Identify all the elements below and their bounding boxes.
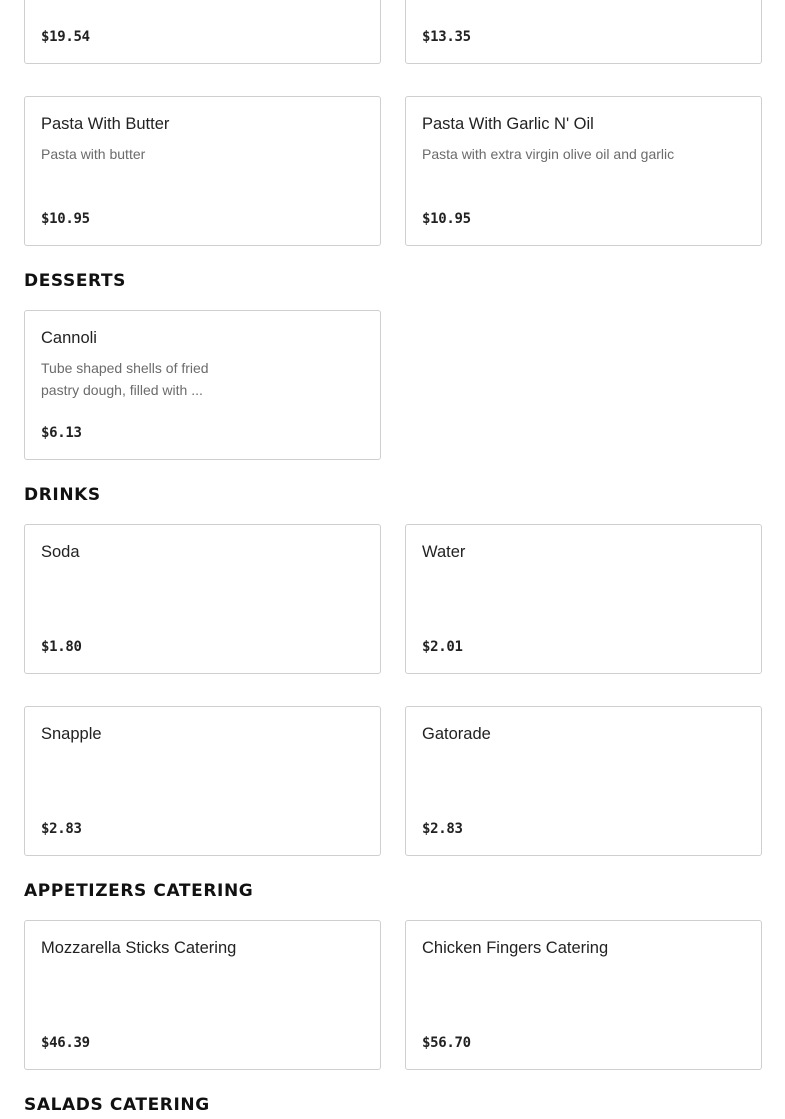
menu-item-card[interactable] [24,920,381,1070]
menu-item-card[interactable] [24,706,381,856]
menu-item-price: $56.70 [422,1035,471,1051]
menu-item-card[interactable] [405,96,762,246]
menu-item-name: Pasta With Garlic N' Oil [422,115,594,133]
menu-item-card[interactable] [24,0,381,64]
menu-item-name: Water [422,543,466,561]
menu-item-card[interactable] [405,706,762,856]
menu-item-price: $6.13 [41,425,82,441]
menu-item-card[interactable] [24,96,381,246]
menu-item-name: Gatorade [422,725,491,743]
menu-item-price: $13.35 [422,29,471,45]
menu-item-price: $1.80 [41,639,82,655]
menu-item-name: Soda [41,543,80,561]
section-title-desserts: DESSERTS [24,271,127,291]
menu-item-price: $10.95 [41,211,90,227]
menu-item-price: $46.39 [41,1035,90,1051]
menu-item-card[interactable] [405,0,762,64]
menu-item-name: Chicken Fingers Catering [422,939,609,957]
menu-item-name: Pasta With Butter [41,115,170,133]
menu-item-description: Pasta with extra virgin olive oil and garlic [422,146,675,162]
menu-item-price: $2.83 [41,821,82,837]
menu-item-card[interactable] [24,310,381,460]
menu-item-name: Snapple [41,725,102,743]
section-title-salads-catering: SALADS CATERING [24,1095,210,1115]
menu-item-price: $10.95 [422,211,471,227]
menu-item-name: Cannoli [41,329,97,347]
menu-item-price: $2.83 [422,821,463,837]
menu-item-name: Mozzarella Sticks Catering [41,939,237,957]
menu-item-description: Tube shaped shells of fried pastry dough, filled with ... [41,360,209,398]
menu-item-card[interactable] [405,920,762,1070]
menu-item-description: Pasta with butter [41,146,146,162]
menu-item-card[interactable] [405,524,762,674]
section-title-appetizers-catering: APPETIZERS CATERING [24,881,254,901]
menu-item-card[interactable] [24,524,381,674]
menu-item-price: $19.54 [41,29,90,45]
menu-item-price: $2.01 [422,639,463,655]
section-title-drinks: DRINKS [24,485,101,505]
